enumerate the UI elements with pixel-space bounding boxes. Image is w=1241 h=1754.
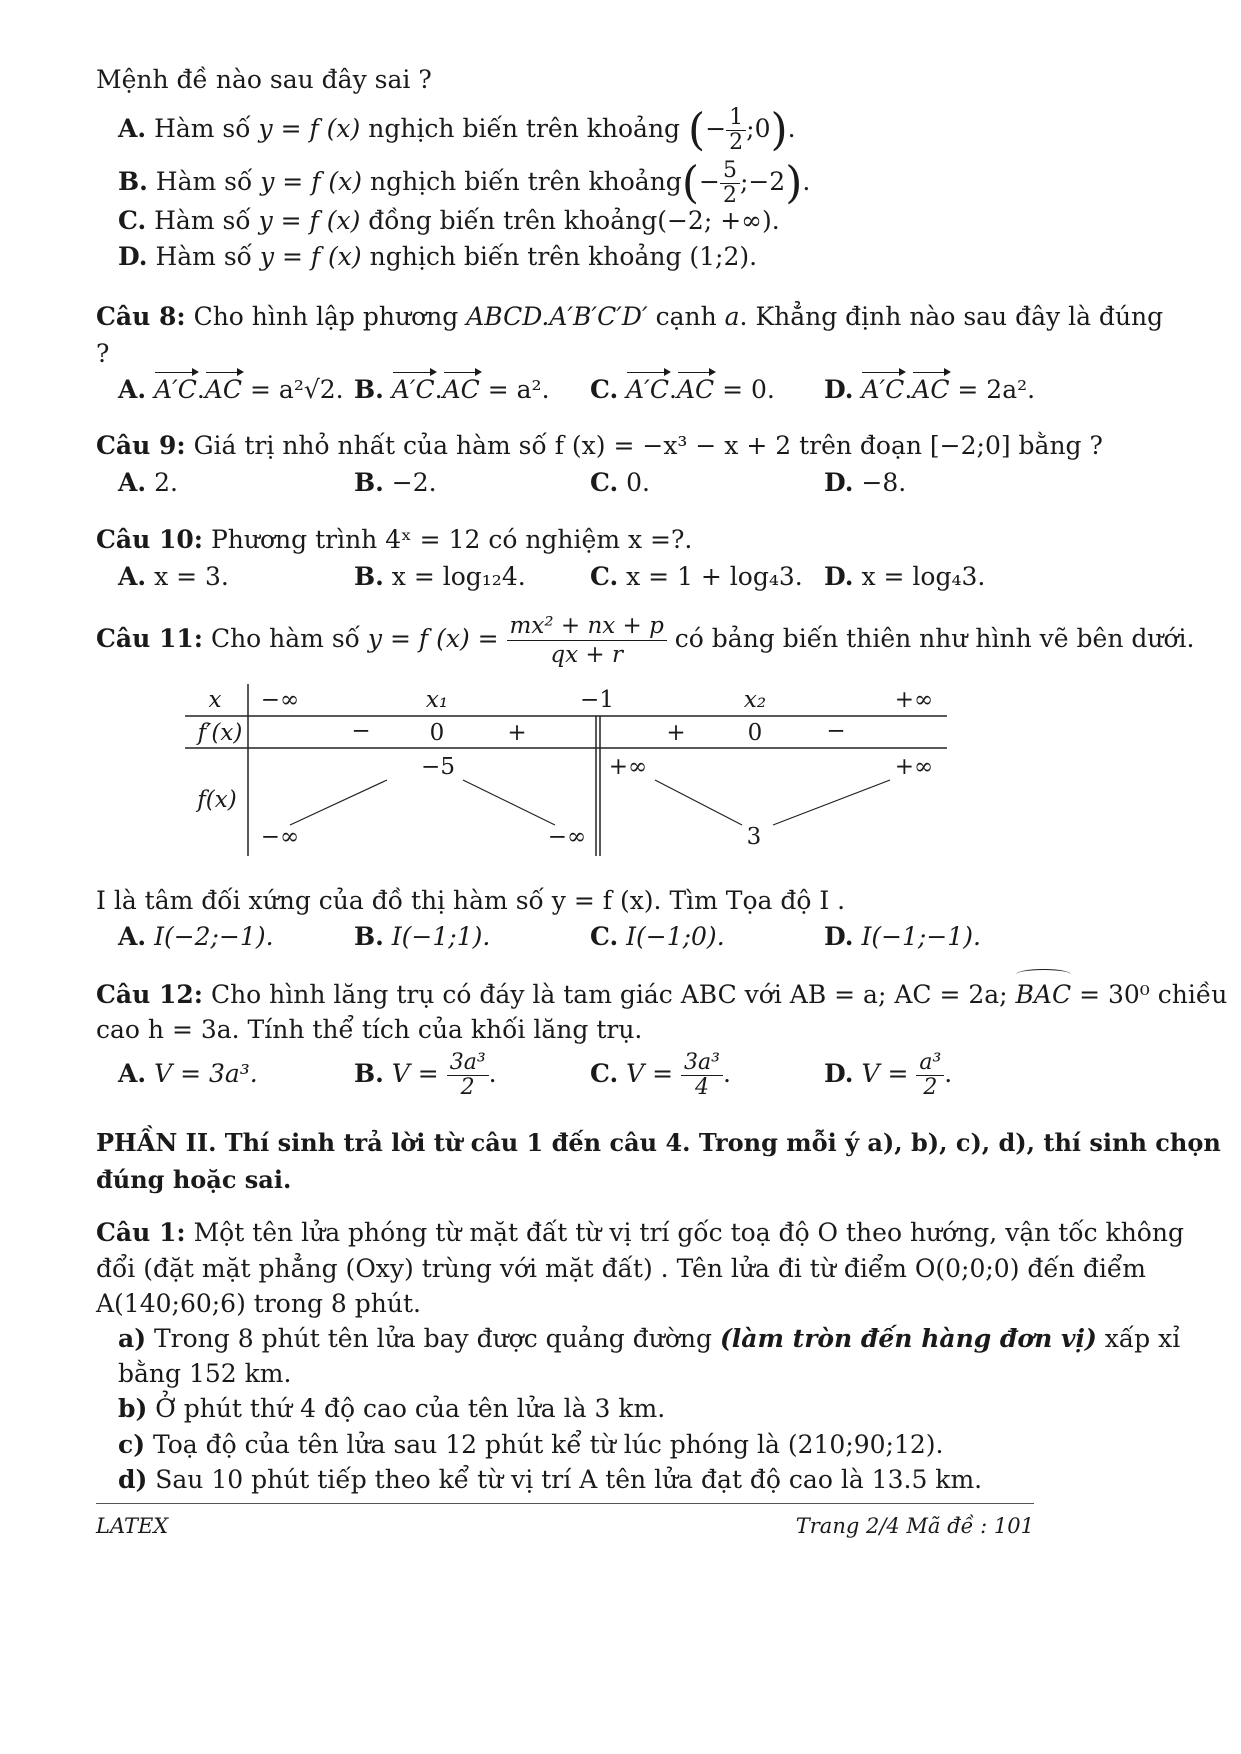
q11-den: qx + r <box>550 642 623 668</box>
q10-c-label: C. <box>590 562 619 591</box>
q11-func: y = f (x) = <box>367 624 499 653</box>
bbt-f-far-right: +∞ <box>894 754 934 780</box>
q8-d-rhs: = 2a². <box>957 375 1036 404</box>
q7-a-lparen: ( <box>688 104 706 156</box>
q10-option-c <box>590 561 803 593</box>
p2q1-item-c <box>118 1429 944 1461</box>
q9-d-value: −8. <box>861 468 907 497</box>
q7-b-lparen: ( <box>681 157 699 209</box>
footer-latex: LATEX <box>96 1514 169 1538</box>
q11-label: Câu 11: <box>96 624 203 653</box>
q8-a-label: A. <box>118 375 147 404</box>
p2q1-d-label: d) <box>118 1465 148 1494</box>
p2q1-label: Câu 1: <box>96 1218 186 1247</box>
q7-a-num: 1 <box>726 106 746 131</box>
footer-page-info: Trang 2/4 Mã đề : 101 <box>795 1514 1034 1538</box>
q7-b-text: Hàm số <box>155 167 253 196</box>
q12-option-d <box>824 1046 952 1102</box>
q10-a-value: x = 3. <box>154 562 229 591</box>
q12-d-den: 2 <box>923 1075 938 1100</box>
q9-text: Giá trị nhỏ nhất của hàm số f (x) = −x³ − x + 2 trên đoạn [−2;0] bằng ? <box>193 431 1103 460</box>
q7-c-rest: đồng biến trên khoảng(−2; +∞). <box>368 206 780 235</box>
q7-d-func: y = f (x) <box>259 242 362 271</box>
p2q1-a-text1: Trong 8 phút tên lửa bay được quảng đường <box>153 1324 713 1353</box>
q9-c-value: 0. <box>626 468 650 497</box>
p2q1-a-text2: xấp xỉ <box>1104 1324 1181 1353</box>
p2q1-line3: A(140;60;6) trong 8 phút. <box>96 1289 421 1318</box>
q9-b-label: B. <box>354 468 384 497</box>
q10-label: Câu 10: <box>96 525 203 554</box>
q8-c-label: C. <box>590 375 619 404</box>
q9-b-value: −2. <box>391 468 437 497</box>
q8-d-vec2: AC <box>912 375 950 404</box>
q7-a-right: ;0 <box>746 114 771 143</box>
q10-b-value: x = log₁₂4. <box>391 562 526 591</box>
q7-b-num: 5 <box>720 159 740 184</box>
q7-b-fraction <box>720 159 740 208</box>
q10-d-label: D. <box>824 562 854 591</box>
q7-option-d <box>118 241 757 273</box>
q11-a-value: I(−2;−1). <box>154 922 274 951</box>
q10-b-label: B. <box>354 562 384 591</box>
q7-c-text: Hàm số <box>154 206 251 235</box>
q8-text3: . Khẳng định nào sau đây là đúng <box>739 302 1164 331</box>
q10-option-a <box>118 561 229 593</box>
q8-a-rhs: = a²√2. <box>250 375 344 404</box>
q12-c-post: . <box>722 1059 731 1088</box>
q12-c-fraction <box>681 1051 723 1100</box>
bbt-f-max: −5 <box>421 754 455 780</box>
q11-text2: có bảng biến thiên như hình vẽ bên dưới. <box>674 624 1195 653</box>
q12-b-num: 3a³ <box>447 1051 489 1076</box>
q8-option-d: D. A′C.AC = 2a². <box>824 375 1036 404</box>
q8-a-vec2: AC <box>204 375 243 404</box>
p2q1-a-emph: (làm tròn đến hàng đơn vị) <box>719 1324 1097 1353</box>
bbt-sign-0: − <box>351 718 371 744</box>
q9-stem <box>96 430 1103 462</box>
bbt-sign-2: + <box>507 720 527 746</box>
q8-b-vec1: A′C <box>391 375 435 404</box>
q8-text1: Cho hình lập phương <box>193 302 459 331</box>
bbt-x-2: −1 <box>580 687 614 713</box>
p2q1-c-text: Toạ độ của tên lửa sau 12 phút kể từ lúc phóng là (210;90;12). <box>153 1430 944 1459</box>
variation-table <box>185 684 947 856</box>
q9-option-d <box>824 467 906 499</box>
bbt-sign-5: − <box>826 718 846 744</box>
q12-d-pre: V = <box>861 1059 909 1088</box>
q9-d-label: D. <box>824 468 854 497</box>
bbt-sign-4: 0 <box>747 720 763 746</box>
q11-c-value: I(−1;0). <box>626 922 725 951</box>
q7-a-rparen: ) <box>770 104 788 156</box>
bbt-x-0: −∞ <box>260 687 300 713</box>
q11-option-a <box>118 921 274 953</box>
p2q1-line1 <box>96 1217 1184 1249</box>
bbt-f-right-top: +∞ <box>608 754 648 780</box>
bbt-x-header: x <box>208 687 222 713</box>
q9-option-c <box>590 467 650 499</box>
q7-c-label: C. <box>118 206 147 235</box>
q9-label: Câu 9: <box>96 431 186 460</box>
q12-stem-line2: cao h = 3a. Tính thể tích của khối lăng trụ. <box>96 1015 643 1044</box>
q8-b-label: B. <box>354 375 384 404</box>
q11-c-label: C. <box>590 922 619 951</box>
q9-c-label: C. <box>590 468 619 497</box>
bbt-sign-3: + <box>666 720 686 746</box>
p2q1-c-label: c) <box>118 1430 146 1459</box>
p2q1-b-label: b) <box>118 1394 148 1423</box>
q12-b-fraction <box>447 1051 489 1100</box>
bbt-x-4: +∞ <box>894 687 934 713</box>
q8-d-label: D. <box>824 375 854 404</box>
bbt-f-left-bottom: −∞ <box>260 824 300 850</box>
q7-a-minus: − <box>705 114 727 143</box>
q9-a-label: A. <box>118 468 147 497</box>
q12-d-post: . <box>944 1059 953 1088</box>
q12-d-label: D. <box>824 1059 854 1088</box>
q9-option-a <box>118 467 178 499</box>
q7-a-den: 2 <box>729 130 744 155</box>
q8-cube: ABCD.A′B′C′D′ <box>466 302 648 331</box>
p2q1-item-a <box>118 1323 1180 1355</box>
q10-option-b <box>354 561 526 593</box>
q8-b-rhs: = a². <box>487 375 550 404</box>
q11-after: I là tâm đối xứng của đồ thị hàm số y = f (x). Tìm Tọa độ I . <box>96 886 846 915</box>
q12-b-den: 2 <box>460 1075 475 1100</box>
q12-a-value: V = 3a³. <box>154 1059 258 1088</box>
footer-rule <box>96 1503 1034 1504</box>
q12-text1: Cho hình lăng trụ có đáy là tam giác ABC với AB = a; AC = 2a; <box>210 980 1008 1009</box>
q8-option-b: B. A′C.AC = a². <box>354 375 550 404</box>
q12-stem <box>96 979 1227 1011</box>
bbt-f-header: f(x) <box>197 787 237 813</box>
q7-b-right: ;−2 <box>739 167 786 196</box>
q11-option-d <box>824 921 981 953</box>
bbt-f-mid-bottom: −∞ <box>547 824 587 850</box>
p2q1-d-text: Sau 10 phút tiếp theo kể từ vị trí A tên lửa đạt độ cao là 13.5 km. <box>155 1465 983 1494</box>
q12-c-pre: V = <box>626 1059 674 1088</box>
q8-option-a: A. A′C.AC = a²√2. <box>118 375 344 404</box>
q10-a-label: A. <box>118 562 147 591</box>
q7-b-func: y = f (x) <box>260 167 363 196</box>
q7-a-label: A. <box>118 114 147 143</box>
q7-prompt: Mệnh đề nào sau đây sai ? <box>96 65 432 94</box>
q8-label: Câu 8: <box>96 302 186 331</box>
q7-b-rest: nghịch biến trên khoảng <box>369 167 682 196</box>
q11-b-value: I(−1;1). <box>391 922 491 951</box>
q8-c-vec2: AC <box>676 375 715 404</box>
q8-b-vec2: AC <box>442 375 480 404</box>
p2q1-line2: đổi (đặt mặt phẳng (Oxy) trùng với mặt đất) . Tên lửa đi từ điểm O(0;0;0) đến điểm <box>96 1254 1146 1283</box>
q12-a-label: A. <box>118 1059 147 1088</box>
p2q1-text1: Một tên lửa phóng từ mặt đất từ vị trí gốc toạ độ O theo hướng, vận tốc không <box>193 1218 1184 1247</box>
q7-b-den: 2 <box>722 183 737 208</box>
q12-text2: = 30⁰ chiều <box>1079 980 1228 1009</box>
bbt-x-1: x₁ <box>425 687 449 713</box>
q7-a-func: y = f (x) <box>258 114 361 143</box>
q11-num: mx² + nx + p <box>507 612 667 641</box>
q8-edge: a <box>724 302 740 331</box>
q7-d-text: Hàm số <box>155 242 252 271</box>
q12-label: Câu 12: <box>96 980 203 1009</box>
q8-qmark: ? <box>96 339 110 368</box>
q9-a-value: 2. <box>154 468 178 497</box>
q8-stem <box>96 301 1163 333</box>
q8-c-rhs: = 0. <box>722 375 775 404</box>
q11-b-label: B. <box>354 922 384 951</box>
q8-text2: cạnh <box>655 302 717 331</box>
q12-d-fraction <box>916 1051 944 1100</box>
q11-a-label: A. <box>118 922 147 951</box>
p2q1-a-label: a) <box>118 1324 147 1353</box>
bbt-sign-1: 0 <box>429 720 445 746</box>
p2q1-item-d <box>118 1464 982 1496</box>
q10-stem <box>96 524 692 556</box>
q10-d-value: x = log₄3. <box>861 562 986 591</box>
q10-option-d <box>824 561 985 593</box>
q12-c-num: 3a³ <box>681 1051 723 1076</box>
q11-option-b <box>354 921 490 953</box>
p2q1-item-b <box>118 1393 665 1425</box>
q7-a-rest: nghịch biến trên khoảng <box>368 114 681 143</box>
q7-b-label: B. <box>118 167 148 196</box>
q7-b-minus: − <box>698 167 720 196</box>
q12-b-pre: V = <box>391 1059 439 1088</box>
q12-c-label: C. <box>590 1059 619 1088</box>
q9-option-b <box>354 467 437 499</box>
part2-heading-line2: đúng hoặc sai. <box>96 1165 292 1194</box>
q10-text: Phương trình 4ˣ = 12 có nghiệm x =?. <box>210 525 693 554</box>
q7-c-func: y = f (x) <box>258 206 361 235</box>
q12-option-a <box>118 1058 258 1090</box>
q12-d-num: a³ <box>916 1051 944 1076</box>
q11-text1: Cho hàm số <box>210 624 360 653</box>
q8-c-vec1: A′C <box>626 375 669 404</box>
q12-b-post: . <box>488 1059 497 1088</box>
q11-d-label: D. <box>824 922 854 951</box>
q11-fraction <box>507 612 667 669</box>
q12-c-den: 4 <box>695 1075 709 1100</box>
p2q1-item-a-line2: bằng 152 km. <box>118 1359 292 1388</box>
part2-heading-line1: PHẦN II. Thí sinh trả lời từ câu 1 đến câu 4. Trong mỗi ý a), b), c), d), thí sinh chọn <box>96 1128 1221 1157</box>
bbt-fprime-header: f′(x) <box>197 720 243 746</box>
q12-option-b <box>354 1046 497 1102</box>
p2q1-b-text: Ở phút thứ 4 độ cao của tên lửa là 3 km. <box>155 1394 666 1423</box>
q10-c-value: x = 1 + log₄3. <box>626 562 803 591</box>
q8-a-vec1: A′C <box>154 375 197 404</box>
q8-d-vec1: A′C <box>861 375 905 404</box>
q7-option-a: A. Hàm số y = f (x) nghịch biến trên khoảng (− $\frac{1}{2}$ ;0). <box>118 104 796 156</box>
q7-option-c <box>118 205 780 237</box>
q12-angle: BAC <box>1015 980 1072 1009</box>
q7-d-rest: nghịch biến trên khoảng (1;2). <box>369 242 758 271</box>
q12-b-label: B. <box>354 1059 384 1088</box>
q7-d-label: D. <box>118 242 148 271</box>
q7-option-b: B. Hàm số y = f (x) nghịch biến trên khoảng(− $\frac{5}{2}$ ;−2). <box>118 157 811 209</box>
q12-option-c <box>590 1046 731 1102</box>
q11-d-value: I(−1;−1). <box>861 922 981 951</box>
q8-option-c: C. A′C.AC = 0. <box>590 375 775 404</box>
q11-stem <box>96 612 1194 669</box>
q7-b-rparen: ) <box>785 157 803 209</box>
bbt-x-3: x₂ <box>743 687 767 713</box>
bbt-f-min: 3 <box>746 824 762 850</box>
q11-option-c <box>590 921 725 953</box>
q7-a-fraction <box>726 106 746 155</box>
q7-a-text: Hàm số <box>154 114 251 143</box>
